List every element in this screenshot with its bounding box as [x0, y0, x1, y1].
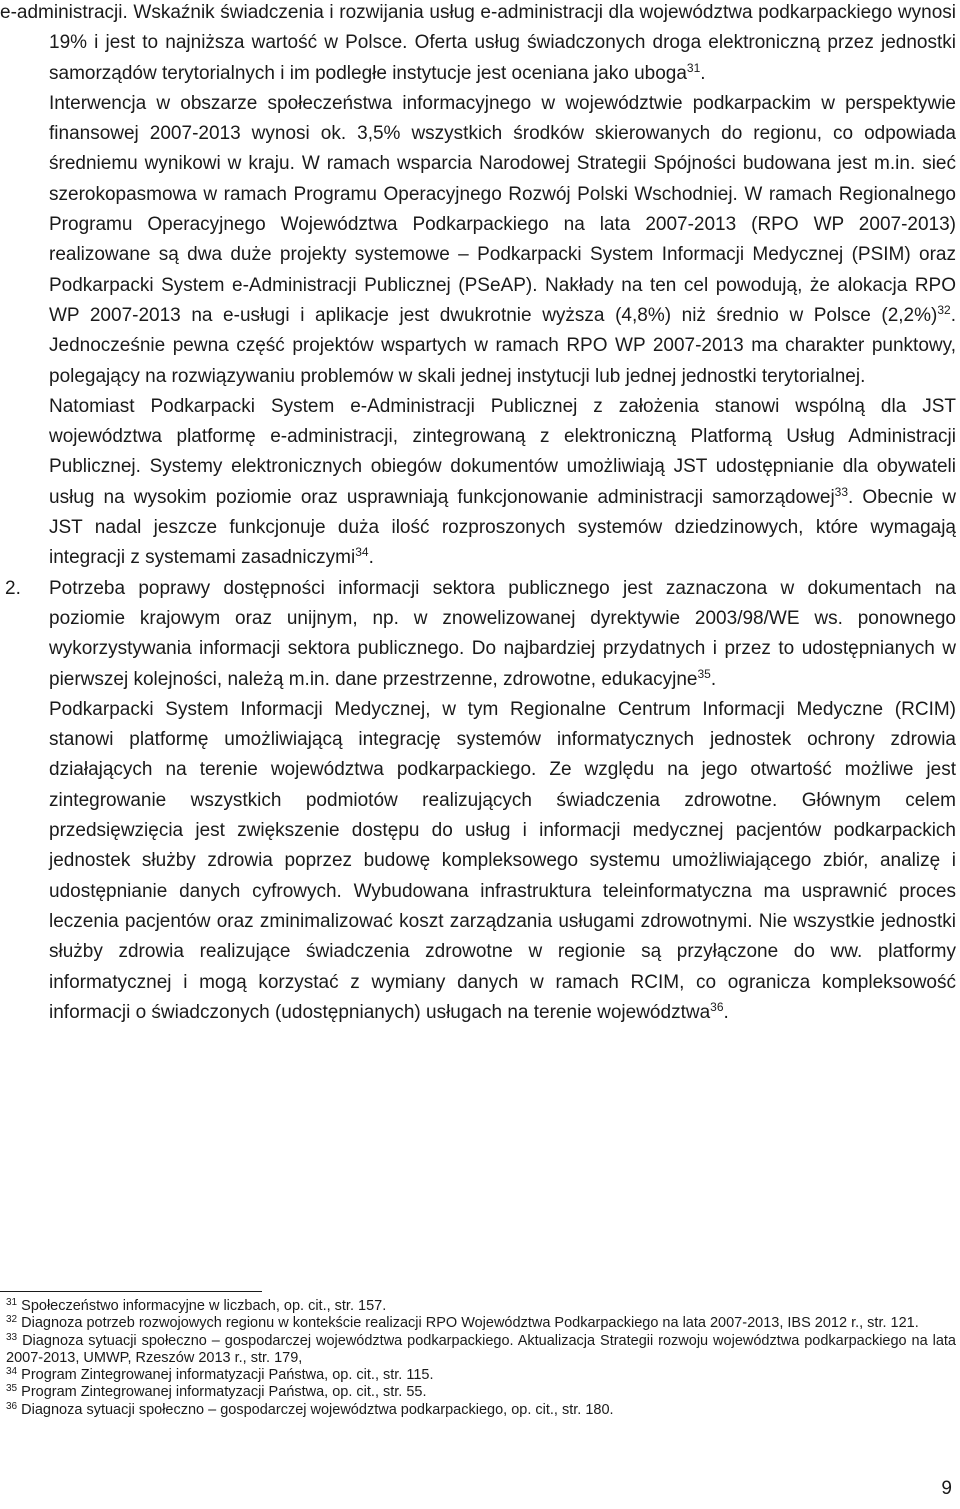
footnote-ref-35: 35: [697, 666, 711, 681]
footnote-ref-32: 32: [937, 302, 951, 317]
footnotes: [6, 1298, 956, 1419]
page-number: 9: [941, 1478, 952, 1499]
footnote: $^{32}$ Diagnoza potrzeb rozwojowych regionu w kontekście realizacji RPO Województwa Podkarpackiego na lata 2007-2013, IBS 2012 r., str. 121.: [6, 1314, 919, 1332]
footnote: $^{31}$ Społeczeństwo informacyjne w liczbach, op. cit., str. 157.: [6, 1297, 387, 1314]
paragraph-public-info: Potrzeba poprawy dostępności informacji sektora publicznego jest zaznaczona w dokumentach na poziomie krajowym oraz unijnym, np. w znowelizowanej dyrektywie 2003/98/WE ws. ponownego wykorzystywania informacji sektora publicznego. Do najbardziej przydatnych i przez to udostępnianych w pierwszej kolejności, należą m.in. dane przestrzenne, zdrowotne, edukacyjne$^{35}$.: [49, 577, 956, 690]
paragraph-intervention: Interwencja w obszarze społeczeństwa informacyjnego w województwie podkarpackim w perspektywie finansowej 2007-2013 wynosi ok. 3,5% wszystkich środków skierowanych do regionu, co odpowiada średniemu wynikowi w kraju. W ramach wsparcia Narodowej Strategii Spójności budowana jest m.in. sieć szerokopasmowa w ramach Programu Operacyjnego Rozwój Polski Wschodniej. W ramach Regionalnego Programu Operacyjnego Województwa Podkarpackiego na lata 2007-2013 (RPO WP 2007-2013) realizowane są dwa duże projekty systemowe – Podkarpacki System Informacji Medycznej (PSIM) oraz Podkarpacki System e-Administracji Publicznej (PSeAP). Nakłady na ten cel powodują, że alokacja RPO WP 2007-2013 na e-usługi i aplikacje jest dwukrotnie wyższa (4,8%) niż średnio w Polsce $(2,2\%)^{32}$. Jednocześnie pewna część projektów wspartych w ramach RPO WP 2007-2013 ma charakter punktowy, polegający na rozwiązywaniu problemów w skali jednej instytucji lub jednej jednostki terytorialnej.: [49, 92, 956, 387]
list-item-number: 2.: [5, 577, 21, 599]
footnote-ref-33: 33: [834, 484, 849, 499]
paragraph-pseap: Natomiast Podkarpacki System e-Administracji Publicznej z założenia stanowi wspólną dla JST województwa platformę e-administracji, zintegrowaną z elektroniczną Platformą Usług Administracji Publicznej. Systemy elektronicznych obiegów dokumentów umożliwiają JST udostępnianie dla obywateli usług na wysokim poziomie oraz usprawniają funkcjonowanie administracji samorządowej$^{33}$. Obecnie w JST nadal jeszcze funkcjonuje duża ilość rozproszonych systemów dziedzinowych, które wymagają integracji z systemami zasadniczymi$^{34}$.: [49, 395, 957, 569]
paragraph-psim: Podkarpacki System Informacji Medycznej, w tym Regionalne Centrum Informacji Medyczne (RCIM) stanowi platformę umożliwiającą integrację systemów informatycznych jednostek ochrony zdrowia działających na terenie województwa podkarpackiego. Ze względu na jego otwartość możliwe jest zintegrowanie wszystkich podmiotów realizujących świadczenia zdrowotne. Głównym celem przedsięwzięcia jest zwiększenie dostępu do usług i informacji medycznej pacjentów podkarpackich jednostek służby zdrowia poprzez budowę kompleksowego systemu umożliwiającego zbiór, analizę i udostępnianie danych cyfrowych. Wybudowana infrastruktura teleinformatyczna ma usprawnić proces leczenia pacjentów oraz zminimalizować koszt zarządzania usługami zdrowotnymi. Nie wszystkie jednostki służby zdrowia realizujące świadczenia zdrowotne w regionie są przyłączone do ww. platformy informatycznej i mogą korzystać z wymiany danych w ramach RCIM, co ogranicza kompleksowość informacji o świadczonych (udostępnianych) usługach na terenie województwa$^{36}$.: [49, 698, 956, 1023]
footnote-ref-36: 36: [710, 999, 724, 1014]
footnote: $^{33}$ Diagnoza sytuacji społeczno – gospodarczej województwa podkarpackiego. Aktualizacja Strategii rozwoju województwa podkarpackiego na lata 2007-2013, UMWP, Rzeszów 2013 r., str. 179,: [6, 1331, 956, 1366]
footnote-separator: [0, 1291, 262, 1292]
footnote-ref-34: 34: [355, 545, 369, 560]
footnote: $^{36}$ Diagnoza sytuacji społeczno – gospodarczej województwa podkarpackiego, op. cit., str. 180.: [6, 1400, 614, 1418]
list-item-2: [5, 574, 956, 695]
footnote: $^{34}$ Program Zintegrowanej informatyzacji Państwa, op. cit., str. 115.: [6, 1366, 434, 1384]
paragraph-continuation: e-administracji. Wskaźnik świadczenia i rozwijania usług e-administracji dla województwa podkarpackiego wynosi 19% i jest to najniższa wartość w Polsce. Oferta usług świadczonych droga elektroniczną przez jednostki samorządów terytorialnych i im podległe instytucje jest oceniana jako uboga$^{31}$.: [0, 2, 956, 84]
footnote: $^{35}$ Program Zintegrowanej informatyzacji Państwa, op. cit., str. 55.: [6, 1383, 427, 1401]
footnote-ref-31: 31: [686, 60, 701, 75]
